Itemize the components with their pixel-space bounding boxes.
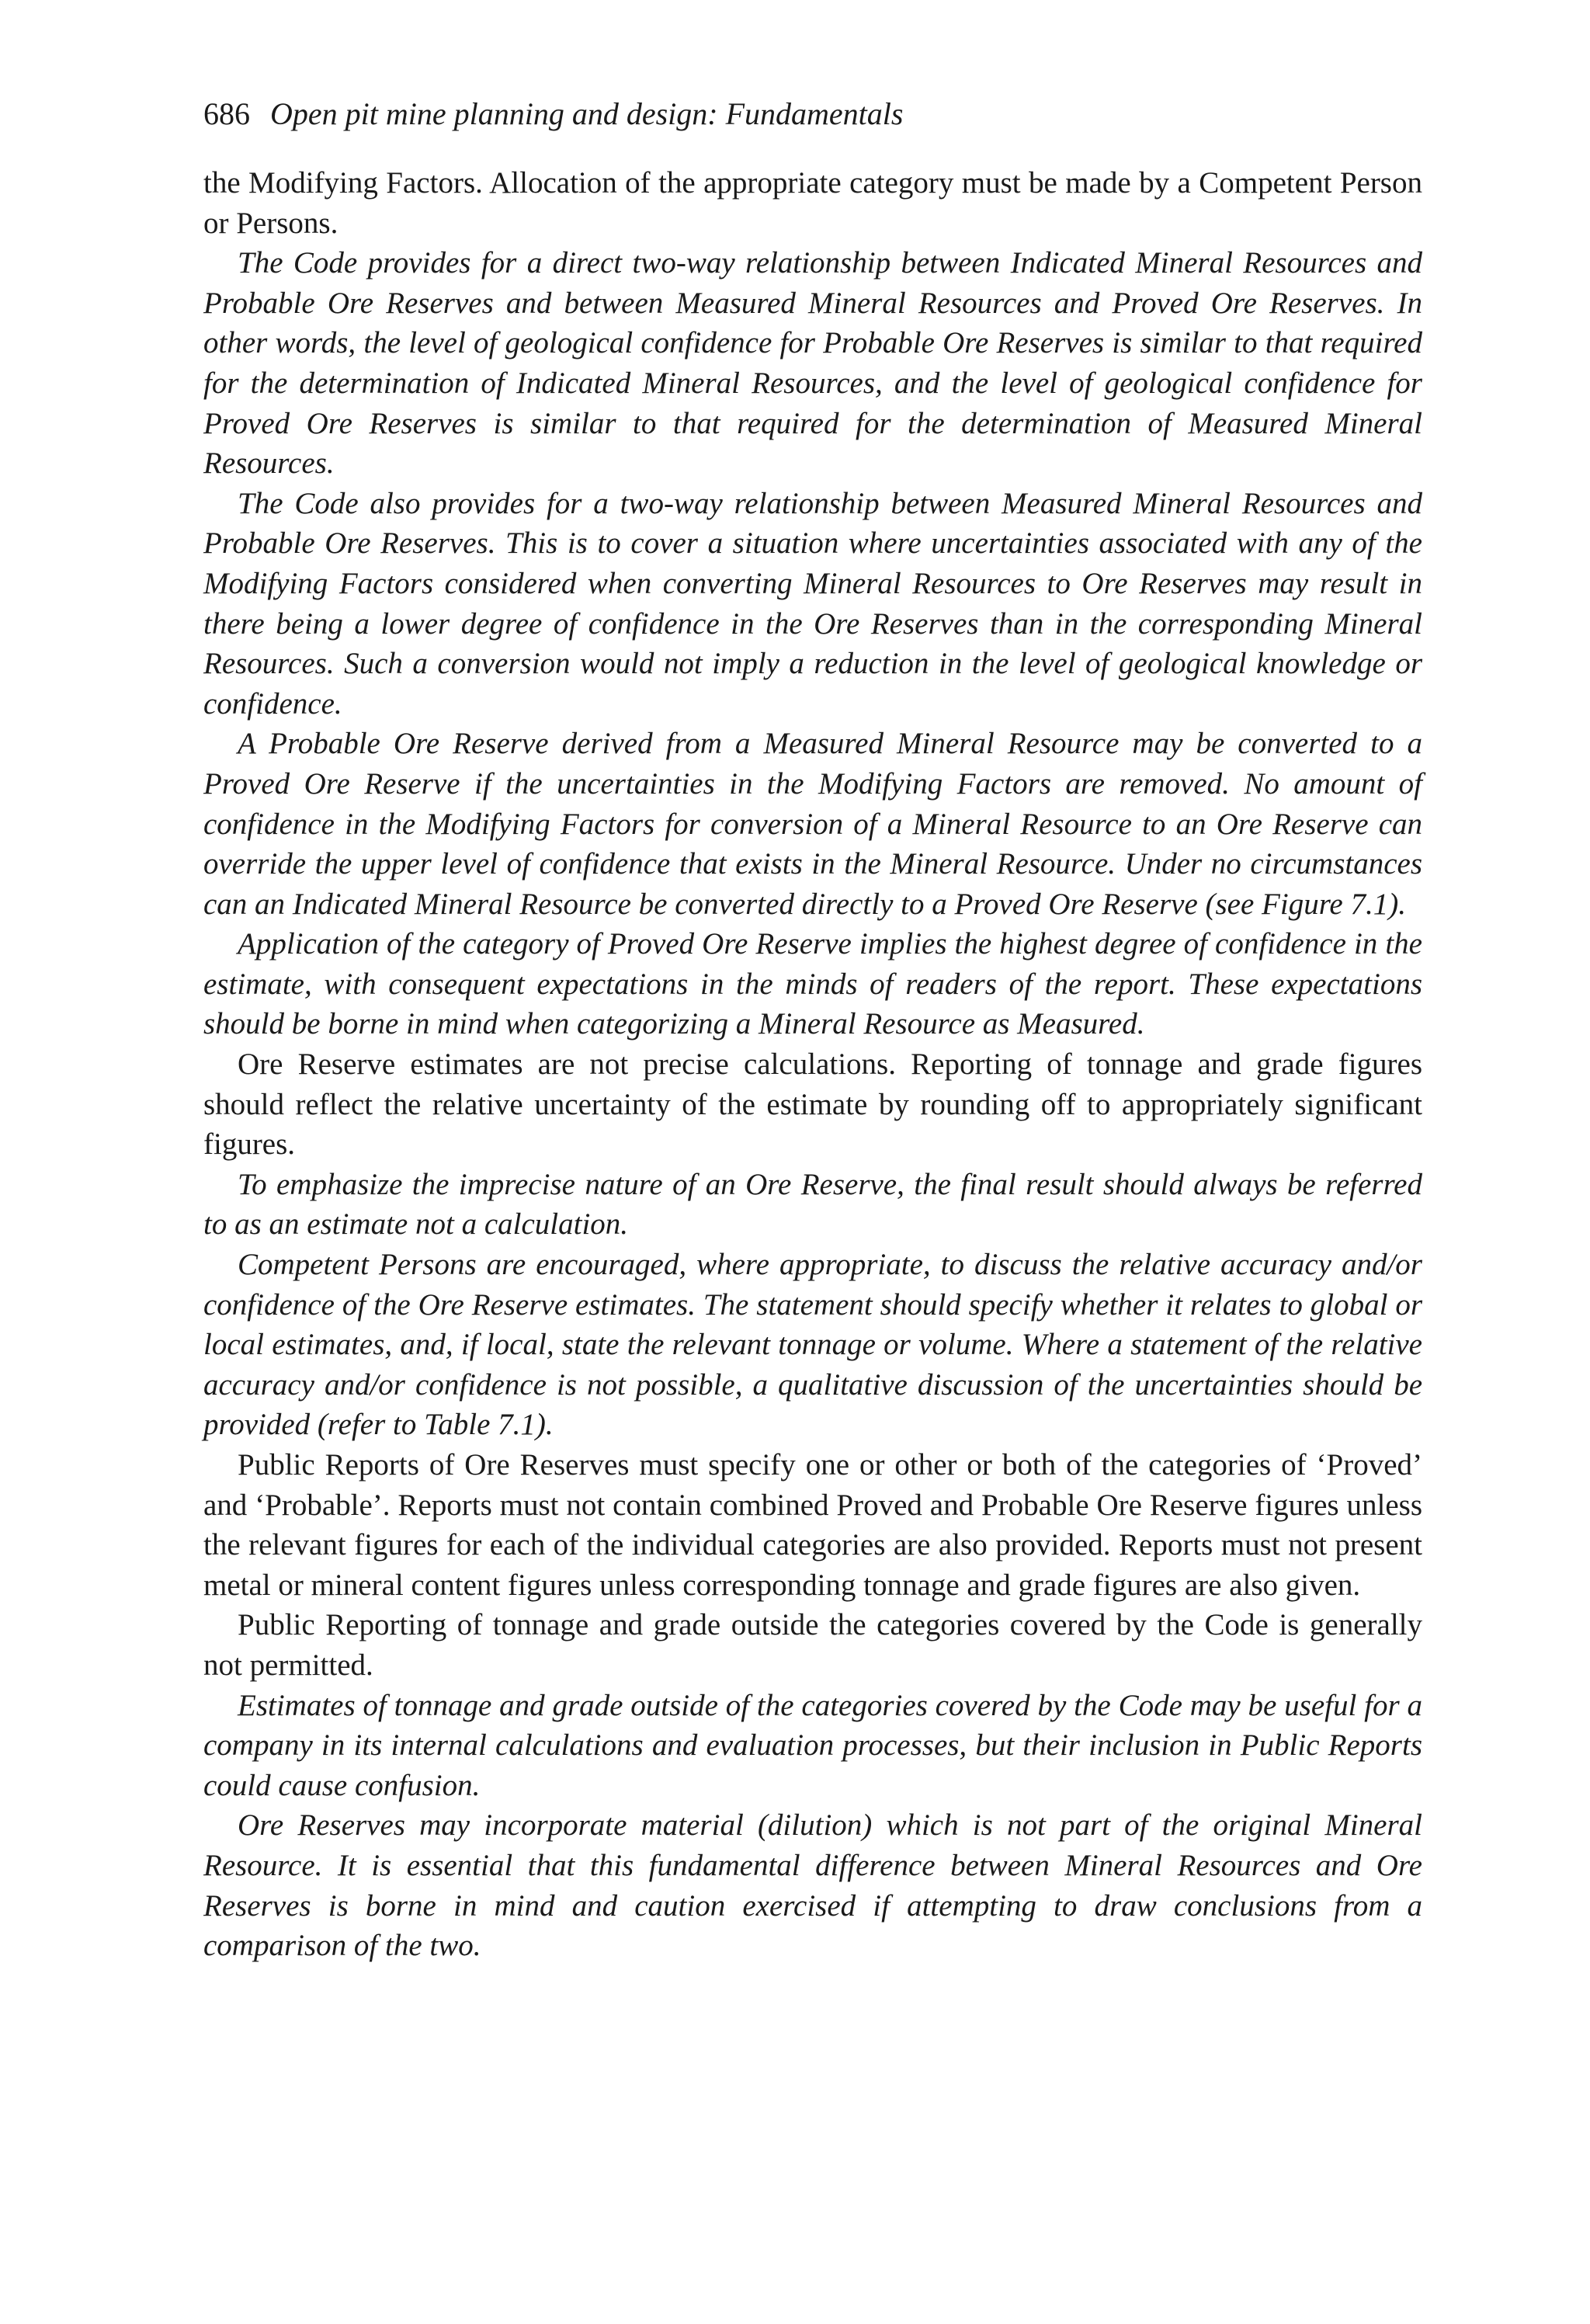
body-text (203, 163, 1422, 1966)
paragraph-12: Ore Reserves may incorporate material (dilution) which is not part of the original Mineral Resource. It is essential that this fundamental difference between Mineral Resources and Ore Reserves is borne in mind and caution exercised if attempting to draw conclusions from a comparison of the two. (203, 1808, 1422, 1963)
paragraph-5: Application of the category of Proved Ore Reserve implies the highest degree of confidence in the estimate, with consequent expectations in the minds of readers of the report. These expectations should be borne in mind when categorizing a Mineral Resource as Measured. (203, 927, 1422, 1041)
paragraph-1: the Modifying Factors. Allocation of the appropriate category must be made by a Competent Person or Persons. (203, 166, 1422, 240)
paragraph-8: Competent Persons are encouraged, where appropriate, to discuss the relative accuracy and/or confidence of the Ore Reserve estimates. The statement should specify whether it relates to global or local estimates, and, if local, state the relevant tonnage or volume. Where a statement of the relative accuracy and/or confidence is not possible, a qualitative discussion of the uncertainties should be provided (refer to Table 7.1). (203, 1248, 1422, 1442)
page-number: 686 (203, 96, 250, 131)
running-title: Open pit mine planning and design: Fundamentals (270, 96, 904, 131)
paragraph-6: Ore Reserve estimates are not precise calculations. Reporting of tonnage and grade figures should reflect the relative uncertainty of the estimate by rounding off to appropriately significant figures. (203, 1047, 1422, 1162)
paragraph-11: Estimates of tonnage and grade outside of the categories covered by the Code may be useful for a company in its internal calculations and evaluation processes, but their inclusion in Public Reports could cause confusion. (203, 1688, 1422, 1802)
paragraph-7: To emphasize the imprecise nature of an Ore Reserve, the final result should always be referred to as an estimate not a calculation. (203, 1167, 1422, 1242)
paragraph-10: Public Reporting of tonnage and grade outside the categories covered by the Code is generally not permitted. (203, 1608, 1422, 1682)
paragraph-9: Public Reports of Ore Reserves must specify one or other or both of the categories of ‘Proved’ and ‘Probable’. Reports must not contain combined Proved and Probable Ore Reserve figures unless the relevant figures for each of the individual categories are also provided. Reports must not present metal or mineral content figures unless corresponding tonnage and grade figures are also given. (203, 1448, 1422, 1602)
paragraph-4: A Probable Ore Reserve derived from a Measured Mineral Resource may be converted to a Proved Ore Reserve if the uncertainties in the Modifying Factors are removed. No amount of confidence in the Modifying Factors for conversion of a Mineral Resource to an Ore Reserve can override the upper level of confidence that exists in the Mineral Resource. Under no circumstances can an Indicated Mineral Resource be converted directly to a Proved Ore Reserve (see Figure 7.1). (203, 727, 1422, 921)
paragraph-3: The Code also provides for a two-way relationship between Measured Mineral Resources and Probable Ore Reserves. This is to cover a situation where uncertainties associated with any of the Modifying Factors considered when converting Mineral Resources to Ore Reserves may result in there being a lower degree of confidence in the Ore Reserves than in the corresponding Mineral Resources. Such a conversion would not imply a reduction in the level of geological knowledge or confidence. (203, 486, 1422, 721)
running-head (203, 92, 1422, 137)
book-page (203, 92, 1422, 1966)
paragraph-2: The Code provides for a direct two-way relationship between Indicated Mineral Resources and Probable Ore Reserves and between Measured Mineral Resources and Proved Ore Reserves. In other words, the level of geological confidence for Probable Ore Reserves is similar to that required for the determination of Indicated Mineral Resources, and the level of geological confidence for Proved Ore Reserves is similar to that required for the determination of Measured Mineral Resources. (203, 246, 1422, 481)
